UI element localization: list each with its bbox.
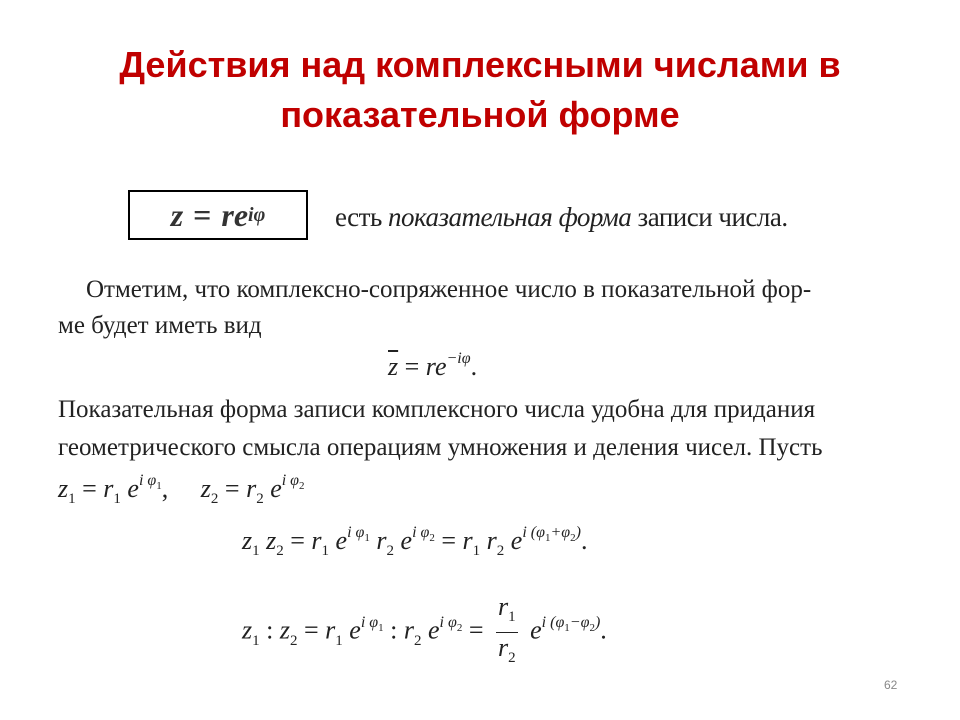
def-e1: e bbox=[120, 474, 139, 503]
quot-den-sub: 2 bbox=[508, 650, 516, 667]
prod-end: . bbox=[580, 526, 588, 555]
formula-lhs: z bbox=[170, 196, 184, 233]
quot-x2: i φ bbox=[439, 613, 457, 631]
conj-end: . bbox=[470, 352, 478, 381]
def-r1: r bbox=[103, 474, 114, 503]
def-exp2: i φ bbox=[281, 472, 300, 489]
quot-r2-sub: 2 bbox=[413, 632, 422, 649]
definitions-formula bbox=[58, 472, 305, 508]
def-exp2-sub: 2 bbox=[299, 480, 305, 493]
quot-e3: e bbox=[523, 615, 542, 645]
quot-den: r bbox=[498, 633, 509, 663]
quot-colon2: : bbox=[383, 615, 404, 645]
product-formula bbox=[242, 524, 587, 560]
intro-prefix: есть bbox=[335, 202, 389, 232]
prod-z1: z bbox=[242, 526, 253, 555]
quot-end: . bbox=[600, 615, 607, 645]
prod-eq2: = bbox=[434, 526, 463, 555]
formula-rhs-exp: iφ bbox=[248, 203, 266, 226]
def-r2-sub: 2 bbox=[256, 491, 264, 508]
def-r1-sub: 1 bbox=[113, 491, 121, 508]
intro-text bbox=[335, 202, 788, 233]
quot-colon1: : bbox=[259, 615, 280, 645]
quot-r1: r bbox=[325, 615, 336, 645]
quotient-formula bbox=[242, 592, 607, 673]
prod-r2b-sub: 2 bbox=[496, 543, 505, 560]
quot-z2: z bbox=[279, 615, 290, 645]
prod-z2-sub: 2 bbox=[276, 543, 284, 560]
quot-num: r bbox=[498, 592, 509, 621]
prod-x3a: i (φ bbox=[522, 524, 545, 541]
formula-eq: = bbox=[193, 196, 212, 233]
def-z1-sub: 1 bbox=[68, 491, 76, 508]
prod-x3a-sub: 1 bbox=[544, 532, 551, 545]
quot-fraction bbox=[496, 592, 518, 673]
quot-x1-sub: 1 bbox=[378, 621, 384, 634]
def-e2: e bbox=[263, 474, 282, 503]
exponential-form-formula-box bbox=[128, 190, 308, 240]
quot-denominator bbox=[496, 633, 518, 673]
formula-rhs-base: re bbox=[221, 196, 249, 233]
conj-rhs-exp: −iφ bbox=[446, 350, 471, 367]
quot-x2-sub: 2 bbox=[456, 621, 463, 634]
prod-r2-sub: 2 bbox=[386, 543, 395, 560]
prod-x2-sub: 2 bbox=[429, 532, 435, 545]
conj-lhs: $\overline{z}$ bbox=[388, 352, 399, 381]
slide-title: Действия над комплексными числами в показательной форме bbox=[119, 44, 841, 135]
intro-emphasis: показательная форма bbox=[388, 202, 632, 232]
conj-rhs-base: re bbox=[425, 352, 447, 381]
def-z1: z bbox=[58, 474, 69, 503]
prod-r2b: r bbox=[480, 526, 497, 555]
quot-x3a: i (φ bbox=[541, 613, 565, 631]
paragraph2-line2: геометрического смысла операциям умножения и деления чисел. Пусть bbox=[58, 434, 823, 461]
prod-z1-sub: 1 bbox=[252, 543, 260, 560]
def-z2-sub: 2 bbox=[210, 491, 219, 508]
prod-e2: e bbox=[394, 526, 413, 555]
quot-numerator bbox=[496, 592, 518, 633]
def-eq1: = bbox=[75, 474, 104, 503]
prod-z2: z bbox=[259, 526, 277, 555]
intro-suffix: записи числа. bbox=[631, 202, 788, 232]
quot-r2: r bbox=[403, 615, 414, 645]
paragraph1-line2: ме будет иметь вид bbox=[58, 312, 262, 339]
quot-z1: z bbox=[242, 615, 253, 645]
quot-x1: i φ bbox=[360, 613, 379, 631]
quot-r1-sub: 1 bbox=[335, 632, 343, 649]
prod-x2: i φ bbox=[412, 524, 430, 541]
quot-z2-sub: 2 bbox=[289, 632, 298, 649]
def-exp1-sub: 1 bbox=[156, 480, 162, 493]
prod-x3b: +φ bbox=[550, 524, 571, 541]
prod-eq: = bbox=[283, 526, 312, 555]
prod-r1-sub: 1 bbox=[321, 543, 330, 560]
prod-r1b: r bbox=[462, 526, 473, 555]
prod-e3: e bbox=[504, 526, 523, 555]
prod-r1: r bbox=[311, 526, 322, 555]
def-eq2: = bbox=[218, 474, 247, 503]
quot-e1: e bbox=[342, 615, 361, 645]
paragraph2-line1: Показательная форма записи комплексного числа удобна для придания bbox=[58, 396, 816, 423]
prod-x1-sub: 1 bbox=[364, 532, 370, 545]
quot-num-sub: 1 bbox=[508, 609, 516, 626]
conjugate-formula bbox=[388, 350, 477, 382]
prod-e1: e bbox=[329, 526, 348, 555]
prod-x3c: ) bbox=[575, 524, 581, 541]
page-number: 62 bbox=[884, 678, 898, 692]
prod-x1: i φ bbox=[347, 524, 365, 541]
def-z2: z bbox=[200, 474, 211, 503]
quot-x3a-sub: 1 bbox=[564, 621, 570, 634]
prod-x3b-sub: 2 bbox=[570, 532, 576, 545]
prod-r1b-sub: 1 bbox=[472, 543, 481, 560]
quot-x3c: ) bbox=[594, 613, 601, 631]
quot-x3b: −φ bbox=[569, 613, 590, 631]
prod-r2: r bbox=[369, 526, 387, 555]
def-exp1: i φ bbox=[138, 472, 157, 489]
paragraph1-line1: Отметим, что комплексно-сопряженное число в показательной фор- bbox=[86, 276, 812, 303]
quot-x3b-sub: 2 bbox=[589, 621, 595, 634]
quot-z1-sub: 1 bbox=[252, 632, 260, 649]
def-sep: , bbox=[161, 474, 201, 503]
def-r2: r bbox=[246, 474, 257, 503]
conj-eq: = bbox=[398, 352, 426, 381]
quot-eq2: = bbox=[462, 615, 490, 645]
quot-e2: e bbox=[421, 615, 440, 645]
quot-eq: = bbox=[297, 615, 326, 645]
